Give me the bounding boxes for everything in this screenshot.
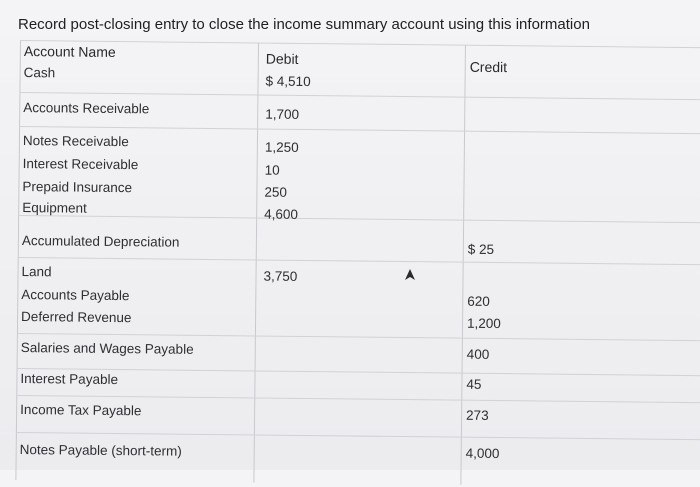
row-divider <box>16 395 700 403</box>
account-name: Notes Receivable <box>22 133 129 150</box>
account-name: Prepaid Insurance <box>22 179 133 196</box>
account-name: Accumulated Depreciation <box>21 233 180 250</box>
row-divider <box>20 40 700 48</box>
header-debit: Debit <box>265 50 299 67</box>
header-account-name: Account Name <box>23 43 116 61</box>
column-divider <box>253 42 259 482</box>
mouse-cursor-icon <box>405 269 415 281</box>
row-divider <box>19 92 700 100</box>
header-credit: Credit <box>469 58 508 76</box>
debit-value: 3,750 <box>263 268 298 284</box>
ledger-table <box>15 40 700 487</box>
page-title: Record post-closing entry to close the income summary account using this information <box>18 16 590 33</box>
debit-value: 10 <box>264 162 280 178</box>
row-divider <box>19 126 700 134</box>
debit-value: 1,700 <box>265 106 300 122</box>
debit-value: 250 <box>264 184 288 200</box>
account-name: Accounts Payable <box>21 287 130 304</box>
account-name: Cash <box>23 65 56 81</box>
row-divider <box>17 333 700 341</box>
credit-value: 620 <box>467 293 490 309</box>
credit-value: 4,000 <box>465 445 500 462</box>
account-name: Salaries and Wages Payable <box>20 340 194 357</box>
account-name: Accounts Receivable <box>23 100 150 117</box>
account-name: Deferred Revenue <box>21 309 132 326</box>
credit-value: $ 25 <box>467 241 495 257</box>
account-name: Interest Payable <box>20 371 119 388</box>
account-name: Interest Receivable <box>22 156 139 173</box>
account-name: Land <box>21 264 52 280</box>
debit-value: $ 4,510 <box>265 73 311 90</box>
credit-value: 45 <box>466 376 482 392</box>
row-divider <box>16 432 700 440</box>
credit-value: 1,200 <box>466 315 501 332</box>
debit-value: 4,600 <box>264 206 299 222</box>
account-name: Income Tax Payable <box>20 402 142 419</box>
account-name: Equipment <box>22 200 87 216</box>
credit-value: 273 <box>466 407 489 423</box>
account-name: Notes Payable (short-term) <box>19 442 182 459</box>
credit-value: 400 <box>466 346 490 362</box>
debit-value: 1,250 <box>264 139 299 155</box>
row-divider <box>18 215 700 223</box>
row-divider <box>18 257 700 265</box>
row-divider <box>17 368 700 376</box>
